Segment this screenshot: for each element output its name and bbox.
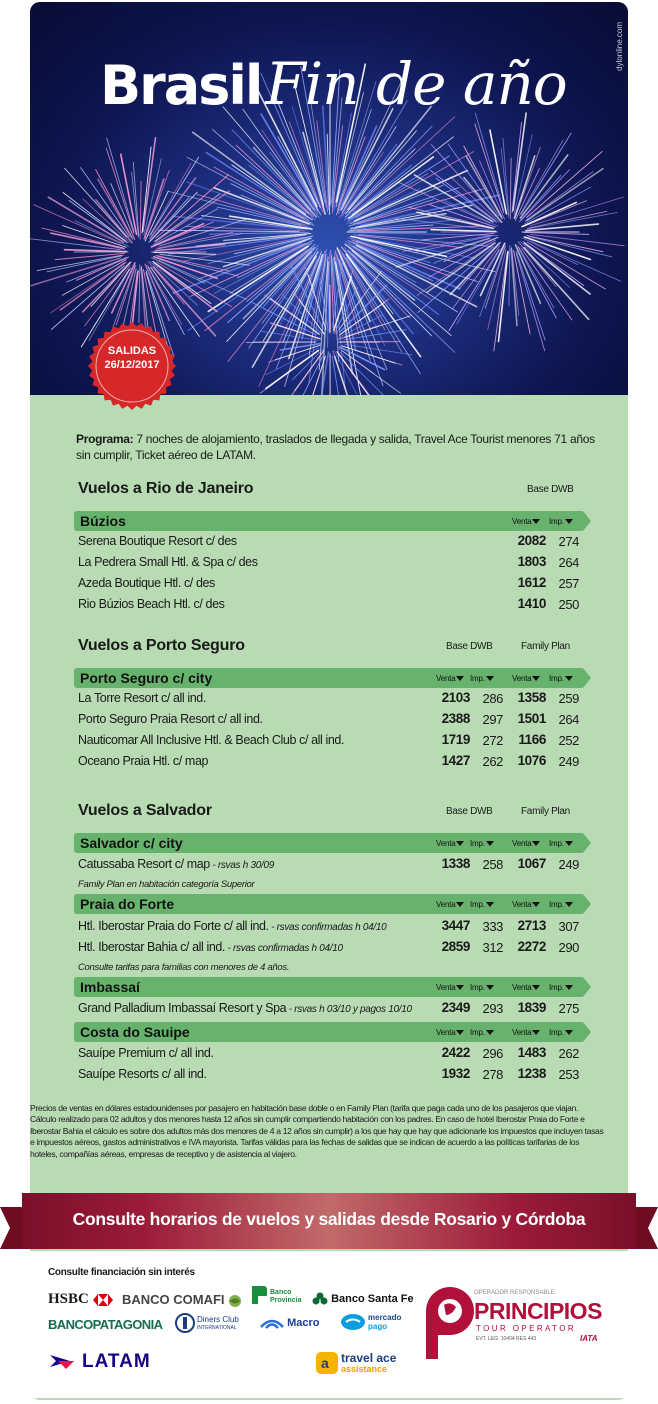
group-bar-porto-city: [74, 668, 584, 688]
family-imp-value: 249: [558, 754, 579, 769]
imp-value: 293: [482, 1001, 503, 1016]
group-name: Costa do Sauipe: [80, 1024, 190, 1040]
hotel-name: Grand Palladium Imbassaí Resort y Spa - rsvas h 03/10 y pagos 10/10: [78, 1001, 412, 1015]
sponsors-footer: Consulte financiación sin interés HSBC BANCO COMAFI Banco Provincia Banco Santa Fe BANCOPATAGONIA Diners Club INTERNATIONAL Macro mercado pago LATAM a travel ace assistance OPERADOR RESPONSABLE: PRINCIPIOS TOUR OPERATOR EVT. LEG. 10404 RES 443 IATA: [30, 1251, 628, 1398]
hotel-name: Catussaba Resort c/ map - rsvas h 30/09: [78, 857, 274, 871]
venta-value: 2859: [441, 939, 470, 954]
family-venta-value: 1501: [517, 711, 546, 726]
family-imp-value: 275: [558, 1001, 579, 1016]
price-row: [78, 999, 588, 1019]
page-title: [100, 50, 567, 118]
family-venta-value: 1839: [517, 1000, 546, 1015]
family-imp-header: Imp.: [549, 674, 573, 683]
ribbon-text: Consulte horarios de vuelos y salidas desde Rosario y Córdoba: [72, 1209, 586, 1229]
group-bar-praia-do-forte: Praia do Forte Venta Imp. Venta Imp.: [74, 894, 584, 914]
group-bar-costa-do-sauipe: Costa do Sauipe Venta Imp. Venta Imp.: [74, 1022, 584, 1042]
venta-value: 1612: [517, 575, 546, 590]
imp-value: 296: [482, 1046, 503, 1061]
family-imp-value: 290: [558, 940, 579, 955]
family-imp-value: 259: [558, 691, 579, 706]
family-imp-value: 307: [558, 919, 579, 934]
venta-value: 2103: [441, 690, 470, 705]
travel-ace-icon: [315, 1351, 339, 1375]
price-row: [78, 574, 588, 594]
latam-wing-icon: [48, 1353, 76, 1371]
group-bar-salvador-city: Salvador c/ city Venta Imp. Venta Imp.: [74, 833, 584, 853]
operator-label: OPERADOR RESPONSABLE:: [474, 1290, 557, 1296]
macro-wave-icon: [260, 1317, 284, 1329]
venta-value: 1338: [441, 856, 470, 871]
operator-sub: TOUR OPERATOR: [476, 1324, 577, 1333]
imp-value: 262: [482, 754, 503, 769]
imp-value: 286: [482, 691, 503, 706]
group-name: Búzios: [80, 513, 126, 529]
title-fin-de-ano: Fin de año: [265, 50, 567, 118]
section-title-salvador: Vuelos a Salvador: [78, 802, 212, 819]
group-name: Imbassaí: [80, 979, 140, 995]
comafi-globe-icon: [228, 1294, 242, 1308]
imp-header: Imp.: [470, 674, 494, 683]
hotel-name: Azeda Boutique Htl. c/ des: [78, 576, 215, 590]
footnote-family-plan: Family Plan en habitación categoría Superior: [78, 879, 255, 890]
venta-value: 2422: [441, 1045, 470, 1060]
section-title-rio: Vuelos a Rio de Janeiro: [78, 480, 254, 497]
family-venta-value: 1358: [517, 690, 546, 705]
flyer-card: [30, 2, 628, 1400]
price-row: [78, 1044, 588, 1064]
program-description: [76, 431, 596, 463]
firework-burst-right: [396, 113, 624, 351]
mercado-pago-handshake-icon: [340, 1313, 366, 1331]
family-imp-value: 264: [558, 712, 579, 727]
venta-header: Venta: [436, 674, 464, 683]
iata-logo: IATA: [580, 1334, 598, 1343]
col-head-base-dwb: Base DWB: [446, 641, 493, 652]
banco-patagonia-logo: BANCOPATAGONIA: [48, 1317, 163, 1332]
price-row: [78, 553, 588, 573]
family-imp-value: 253: [558, 1067, 579, 1082]
santa-fe-clover-icon: [312, 1292, 328, 1306]
price-row: [78, 731, 588, 751]
banco-santa-fe-logo: Banco Santa Fe: [312, 1292, 414, 1306]
hotel-name: Serena Boutique Resort c/ des: [78, 534, 237, 548]
macro-logo: Macro: [260, 1317, 319, 1329]
group-name: Porto Seguro c/ city: [80, 670, 213, 686]
venta-header: Venta: [512, 517, 540, 526]
contact-ribbon: [0, 1193, 658, 1251]
imp-value: 274: [558, 534, 579, 549]
family-imp-value: 252: [558, 733, 579, 748]
family-venta-header: Venta: [512, 674, 540, 683]
departure-badge: [86, 320, 178, 412]
family-imp-value: 249: [558, 857, 579, 872]
hotel-name: La Pedrera Small Htl. & Spa c/ des: [78, 555, 258, 569]
hotel-name: Sauípe Resorts c/ all ind.: [78, 1067, 207, 1081]
svg-text:a: a: [321, 1355, 329, 1371]
hotel-name: Rio Búzios Beach Htl. c/ des: [78, 597, 225, 611]
group-bar-buzios: [74, 511, 584, 531]
family-venta-value: 1067: [517, 856, 546, 871]
venta-value: 1932: [441, 1066, 470, 1081]
section-title-porto-seguro: Vuelos a Porto Seguro: [78, 637, 245, 654]
family-venta-value: 1483: [517, 1045, 546, 1060]
hotel-name: Porto Seguro Praia Resort c/ all ind.: [78, 712, 263, 726]
family-venta-value: 1238: [517, 1066, 546, 1081]
family-venta-value: 2272: [517, 939, 546, 954]
price-row: [78, 1065, 588, 1085]
footnote-families: Consulte tarifas para familias con menores de 4 años.: [78, 962, 290, 973]
hotel-name: Oceano Praia Htl. c/ map: [78, 754, 209, 768]
imp-value: 272: [482, 733, 503, 748]
family-venta-value: 2713: [517, 918, 546, 933]
badge-line-1: SALIDAS: [107, 345, 157, 357]
family-venta-value: 1076: [517, 753, 546, 768]
price-row: [78, 689, 588, 709]
hotel-name: Htl. Iberostar Praia do Forte c/ all ind. - rsvas confirmadas h 04/10: [78, 919, 387, 933]
venta-value: 1719: [441, 732, 470, 747]
imp-value: 258: [482, 857, 503, 872]
venta-value: 1803: [517, 554, 546, 569]
venta-value: 3447: [441, 918, 470, 933]
imp-value: 333: [482, 919, 503, 934]
fine-print: Precios de ventas en dólares estadounidenses por pasajero en habitación base doble o en Family Plan (tarifa que paga cada uno de los pasajeros que viajan. Cálculo realizado para 02 adultos y dos menores hasta 12 años sin cumplir compartiendo habitación con los padres. En caso de hotel Iberostar Praia do Forte e Iberostar Bahia el cálculo es sobre dos adultos más dos menores de 4 a 12 años sin cumplir) a los que hay que hay que adicionarle los impuestos que incluyen tasas e impuestos aéreos, gastos administrativos e IVA mayorista. Tarifas válidas para las fechas de salidas que se indican de acuerdo a las políticas tarifarias de los hoteles, compañías aéreas, empresas de receptivo y de asistencia al viajero.: [30, 1103, 604, 1159]
imp-value: 278: [482, 1067, 503, 1082]
hotel-name: Sauípe Premium c/ all ind.: [78, 1046, 214, 1060]
family-imp-value: 262: [558, 1046, 579, 1061]
imp-value: 257: [558, 576, 579, 591]
price-row: [78, 752, 588, 772]
operator-name: PRINCIPIOS: [474, 1298, 602, 1324]
hotel-name: La Torre Resort c/ all ind.: [78, 691, 206, 705]
imp-header: Imp.: [549, 517, 573, 526]
diners-circle-icon: [175, 1313, 195, 1333]
group-bar-imbassai: Imbassaí Venta Imp. Venta Imp.: [74, 977, 584, 997]
group-name: Salvador c/ city: [80, 835, 183, 851]
badge-line-2: 26/12/2017: [104, 359, 160, 371]
price-row: [78, 532, 588, 552]
col-head-family-plan: Family Plan: [521, 806, 570, 817]
venta-value: 1427: [441, 753, 470, 768]
family-venta-value: 1166: [518, 732, 546, 747]
image-credit: dylonline.com: [615, 22, 624, 71]
provincia-icon: [250, 1284, 268, 1306]
financing-title: Consulte financiación sin interés: [48, 1267, 195, 1278]
imp-value: 297: [482, 712, 503, 727]
program-label: Programa:: [76, 432, 134, 446]
price-row: [78, 855, 588, 875]
hsbc-logo: HSBC: [48, 1291, 113, 1308]
price-row: [78, 917, 588, 937]
venta-value: 2388: [441, 711, 470, 726]
operator-evt: EVT. LEG. 10404 RES 443: [476, 1336, 537, 1342]
comafi-logo: BANCO COMAFI: [122, 1292, 242, 1308]
venta-value: 2349: [441, 1000, 470, 1015]
imp-value: 250: [558, 597, 579, 612]
col-head-base-dwb: Base DWB: [446, 806, 493, 817]
venta-value: 1410: [517, 596, 546, 611]
title-brasil: Brasil: [100, 54, 262, 117]
principios-globe-icon: [422, 1285, 476, 1363]
hsbc-hexagon-icon: [93, 1294, 113, 1306]
group-name: Praia do Forte: [80, 896, 175, 912]
program-text: 7 noches de alojamiento, traslados de llegada y salida, Travel Ace Tourist menores 71 años sin cumplir, Ticket aéreo de LATAM.: [76, 432, 595, 462]
hotel-name: Nauticomar All Inclusive Htl. & Beach Club c/ all ind.: [78, 733, 345, 747]
price-row: [78, 595, 588, 615]
price-row: [78, 710, 588, 730]
col-head-family-plan: Family Plan: [521, 641, 570, 652]
imp-value: 312: [482, 940, 503, 955]
price-row: [78, 938, 588, 958]
col-head-base-dwb: Base DWB: [527, 484, 574, 495]
imp-value: 264: [558, 555, 579, 570]
hotel-name: Htl. Iberostar Bahia c/ all ind. - rsvas confirmadas h 04/10: [78, 940, 343, 954]
venta-value: 2082: [517, 533, 546, 548]
